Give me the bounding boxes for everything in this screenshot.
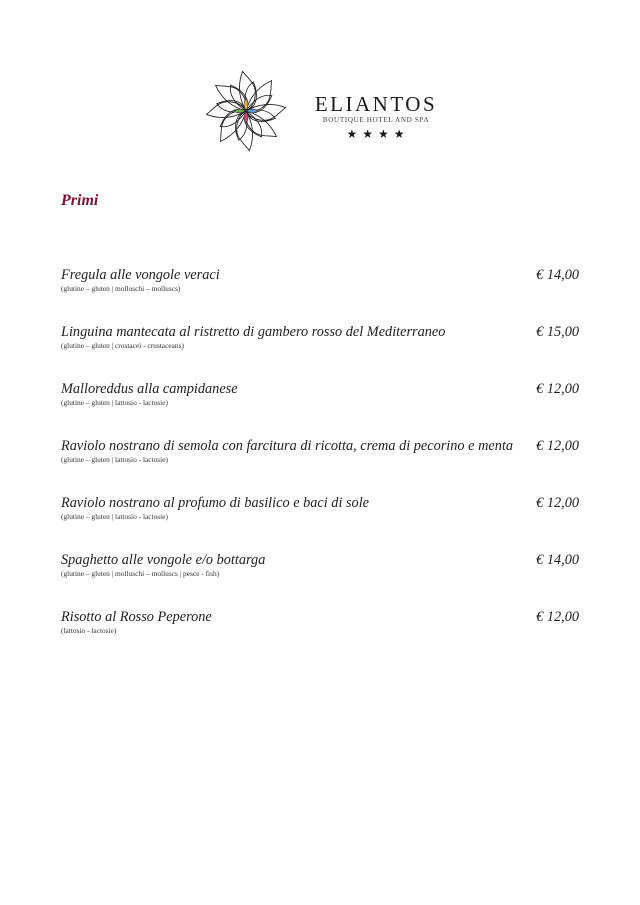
brand-subtitle: BOUTIQUE HOTEL AND SPA — [322, 116, 430, 124]
section-title: Primi — [61, 192, 99, 209]
dish-name: Linguina mantecata al ristretto di gambero rosso del Mediterraneo — [61, 324, 446, 340]
menu-item — [61, 324, 581, 381]
dish-allergens: (glutine – gluten | molluschi – molluscs) — [61, 284, 181, 293]
dish-price: € 14,00 — [536, 267, 579, 283]
hotel-logo — [203, 68, 453, 158]
dish-allergens: (glutine – gluten | lattosio - lactosie) — [61, 512, 168, 521]
menu-item — [61, 495, 581, 552]
dish-price: € 12,00 — [536, 381, 579, 397]
menu-list — [61, 267, 581, 666]
dish-price: € 12,00 — [536, 438, 579, 454]
dish-allergens: (glutine – gluten | crostacei - crustaceans) — [61, 341, 184, 350]
brand-block — [301, 93, 451, 141]
dish-allergens: (glutine – gluten | lattosio - lactosie) — [61, 455, 168, 464]
dish-allergens: (lattosio - lactosie) — [61, 626, 117, 635]
dish-name: Raviolo nostrano al profumo di basilico e baci di sole — [61, 495, 370, 511]
dish-allergens: (glutine – gluten | lattosio - lactosie) — [61, 398, 168, 407]
dish-price: € 12,00 — [536, 495, 579, 511]
menu-item — [61, 438, 581, 495]
menu-item — [61, 381, 581, 438]
brand-name: ELIANTOS — [314, 92, 438, 116]
dish-allergens: (glutine – gluten | molluschi – molluscs | pesce - fish) — [61, 569, 220, 578]
menu-item — [61, 609, 581, 666]
lotus-flower-icon — [203, 68, 289, 154]
dish-name: Spaghetto alle vongole e/o bottarga — [61, 552, 266, 568]
dish-name: Risotto al Rosso Peperone — [61, 609, 212, 625]
dish-price: € 12,00 — [536, 609, 579, 625]
dish-price: € 15,00 — [536, 324, 579, 340]
dish-name: Raviolo nostrano di semola con farcitura di ricotta, crema di pecorino e menta — [61, 438, 514, 454]
star-rating: ★★★★ — [346, 127, 410, 141]
dish-price: € 14,00 — [536, 552, 579, 568]
dish-name: Fregula alle vongole veraci — [61, 267, 220, 283]
menu-item — [61, 267, 581, 324]
menu-item — [61, 552, 581, 609]
dish-name: Malloreddus alla campidanese — [61, 381, 238, 397]
